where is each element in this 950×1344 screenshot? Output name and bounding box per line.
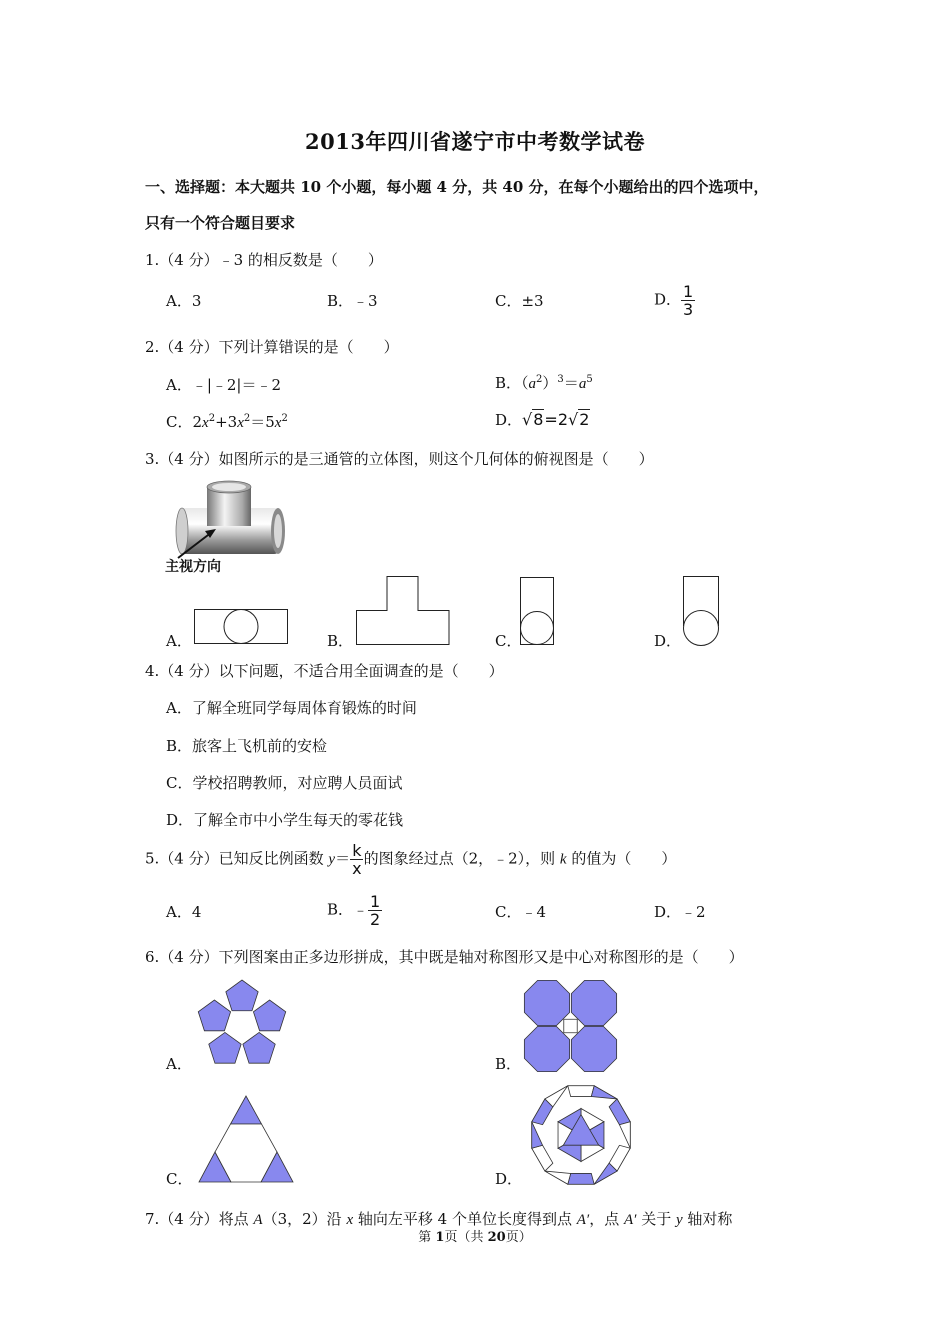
q6-option-d: D． <box>495 1170 523 1188</box>
q3-figure-a <box>194 609 289 645</box>
q4-stem: 4.（4 分）以下问题，不适合用全面调查的是（ ） <box>145 662 504 680</box>
fraction-numerator: 1 <box>370 892 381 911</box>
q3-image-caption: 主视方向 <box>165 559 221 575</box>
q2-d-label: D． <box>495 411 523 429</box>
pentagon <box>198 1000 230 1031</box>
exponent: 2 <box>243 413 251 424</box>
pentagon <box>209 1032 241 1063</box>
var-point-a-prime: A′ <box>623 1212 637 1228</box>
q5-stem-text: 5.（4 分）已知反比例函数 <box>145 849 329 868</box>
q6-figure-b-octagons <box>524 980 618 1072</box>
exponent: 2 <box>281 413 288 424</box>
fraction-numerator: k <box>352 841 362 860</box>
pentagon <box>253 1000 285 1031</box>
figure-d-circle <box>684 611 719 646</box>
pipe-right-hole <box>274 514 282 548</box>
sqrt-8: √8 <box>522 410 544 429</box>
q2-option-c <box>166 411 288 432</box>
fraction-denominator: 2 <box>370 910 381 929</box>
outer-square <box>568 1086 594 1097</box>
fraction-numerator: 1 <box>683 282 694 301</box>
q2-option-d <box>495 409 590 430</box>
page-footer <box>0 1226 950 1245</box>
pentagon <box>226 980 258 1011</box>
var-y: y <box>675 1212 683 1228</box>
footer-text: 第 <box>418 1230 436 1245</box>
figure-a-rectangle <box>195 610 288 644</box>
outer-square <box>568 1173 594 1184</box>
q3-option-c: C． <box>495 632 522 650</box>
q1-option-a: A．3 <box>166 292 202 310</box>
q7-text: 轴向左平移 4 个单位长度得到点 <box>353 1210 577 1228</box>
q3-figure-c <box>520 577 556 647</box>
page-number: 1 <box>435 1230 445 1245</box>
q4-option-a: A．了解全班同学每周体育锻炼的时间 <box>166 699 417 717</box>
var-x: x <box>274 415 282 431</box>
var-x: x <box>202 415 209 431</box>
q5-stem <box>145 842 676 877</box>
square-gap <box>564 1019 577 1032</box>
q5-option-c: C．﹣4 <box>495 903 547 921</box>
section-heading-line1: 一、选择题：本大题共 10 个小题，每小题 4 分，共 40 分，在每个小题给出的四个选项中， <box>145 178 769 196</box>
footer-text: 页（共 <box>444 1230 488 1245</box>
radicand: 2 <box>579 410 590 429</box>
pipe-left-end <box>176 508 188 554</box>
q4-option-b: B．旅客上飞机前的安检 <box>166 737 328 755</box>
q5-option-d: D．﹣2 <box>654 903 706 921</box>
plus: +3 <box>215 413 238 431</box>
q2-c-label: C．2 <box>166 413 203 431</box>
outer-triangle <box>545 1171 571 1184</box>
exponent: 3 <box>557 374 564 385</box>
q2-b-paren: ） <box>542 374 558 392</box>
var-x: x <box>346 1212 354 1228</box>
radicand: 8 <box>533 410 544 429</box>
q2-option-b <box>495 372 593 393</box>
q4-option-c: C．学校招聘教师，对应聘人员面试 <box>166 774 403 792</box>
q3-figure-d <box>683 576 721 648</box>
q6-stem: 6.（4 分）下列图案由正多边形拼成，其中既是轴对称图形又是中心对称图形的是（ ） <box>145 948 744 966</box>
q2-option-a: A．﹣|﹣2|＝﹣2 <box>166 376 282 394</box>
equals: ＝ <box>563 374 579 392</box>
q1-option-b: B．﹣3 <box>327 292 378 310</box>
var-x: x <box>237 415 244 431</box>
octagon <box>571 1026 616 1071</box>
section-heading-line2: 只有一个符合题目要求 <box>145 214 296 232</box>
q6-option-c: C． <box>166 1170 193 1188</box>
q6-option-a: A． <box>166 1055 192 1073</box>
q1-option-d <box>654 283 695 318</box>
q7-text: 7.（4 分）将点 <box>145 1210 254 1228</box>
q3-option-a: A． <box>166 632 192 650</box>
q2-stem: 2.（4 分）下列计算错误的是（ ） <box>145 338 399 356</box>
q3-stem: 3.（4 分）如图所示的是三通管的立体图，则这个几何体的俯视图是（ ） <box>145 450 654 468</box>
q5-fraction-k-over-x <box>350 842 363 877</box>
equals-2: =2 <box>544 410 569 429</box>
sqrt-2: √2 <box>568 410 590 429</box>
q5-option-b <box>327 893 382 928</box>
page-total: 20 <box>487 1230 506 1245</box>
q1-stem: 1.（4 分）﹣3 的相反数是（ ） <box>145 251 383 269</box>
figure-d-open-sides <box>684 577 719 627</box>
pentagon <box>243 1032 275 1063</box>
q7-text: 关于 <box>636 1210 676 1228</box>
var-point-a-prime: A′ <box>576 1212 590 1228</box>
figure-c-circle <box>521 612 554 645</box>
fraction-denominator: x <box>352 859 362 878</box>
q6-figure-a-pentagons <box>194 978 290 1070</box>
q5-b-label: B．﹣ <box>327 900 369 919</box>
q5-stem-text: 的图象经过点（2，﹣2），则 <box>363 849 560 868</box>
q5-option-b-fraction <box>368 893 382 928</box>
figure-b-t-shape <box>357 577 450 645</box>
q3-option-b: B． <box>327 632 354 650</box>
var-point-a: A <box>253 1212 263 1228</box>
q7-text: ，点 <box>589 1210 624 1228</box>
exponent: 2 <box>536 374 543 385</box>
fraction-denominator: 3 <box>683 300 694 319</box>
q1-option-d-label: D． <box>654 290 682 309</box>
equals: ＝5 <box>250 413 275 431</box>
var-a: a <box>528 376 537 392</box>
figure-a-circle <box>224 610 258 644</box>
q2-b-label: B．（ <box>495 374 529 392</box>
octagon <box>524 980 569 1025</box>
var-a: a <box>578 376 587 392</box>
exponent: 5 <box>586 374 593 385</box>
var-k: k <box>559 851 567 868</box>
q1-option-c: C．±3 <box>495 292 544 310</box>
footer-text: 页） <box>505 1230 532 1245</box>
q1-option-d-fraction <box>681 283 695 318</box>
page-title: 2013年四川省遂宁市中考数学试卷 <box>305 129 645 154</box>
q6-figure-c-triangle <box>197 1096 297 1186</box>
q7-text: 轴对称 <box>682 1210 733 1228</box>
octagon <box>571 980 616 1025</box>
q5-option-a: A．4 <box>166 903 202 921</box>
triangle-top <box>231 1096 262 1124</box>
q7-text: （3，2）沿 <box>262 1210 347 1228</box>
octagon <box>524 1026 569 1071</box>
exponent: 2 <box>208 413 216 424</box>
q6-option-b: B． <box>495 1055 522 1073</box>
q3-option-d: D． <box>654 632 682 650</box>
outer-triangle <box>591 1086 617 1099</box>
q3-figure-b <box>356 576 450 646</box>
var-y: y <box>328 851 336 868</box>
pipe-top-hole <box>212 483 246 491</box>
q6-figure-d-dodecagon <box>525 1084 637 1186</box>
equals: ＝ <box>335 849 351 868</box>
q5-stem-text: 的值为（ ） <box>566 849 677 868</box>
q4-option-d: D．了解全市中小学生每天的零花钱 <box>166 811 404 829</box>
